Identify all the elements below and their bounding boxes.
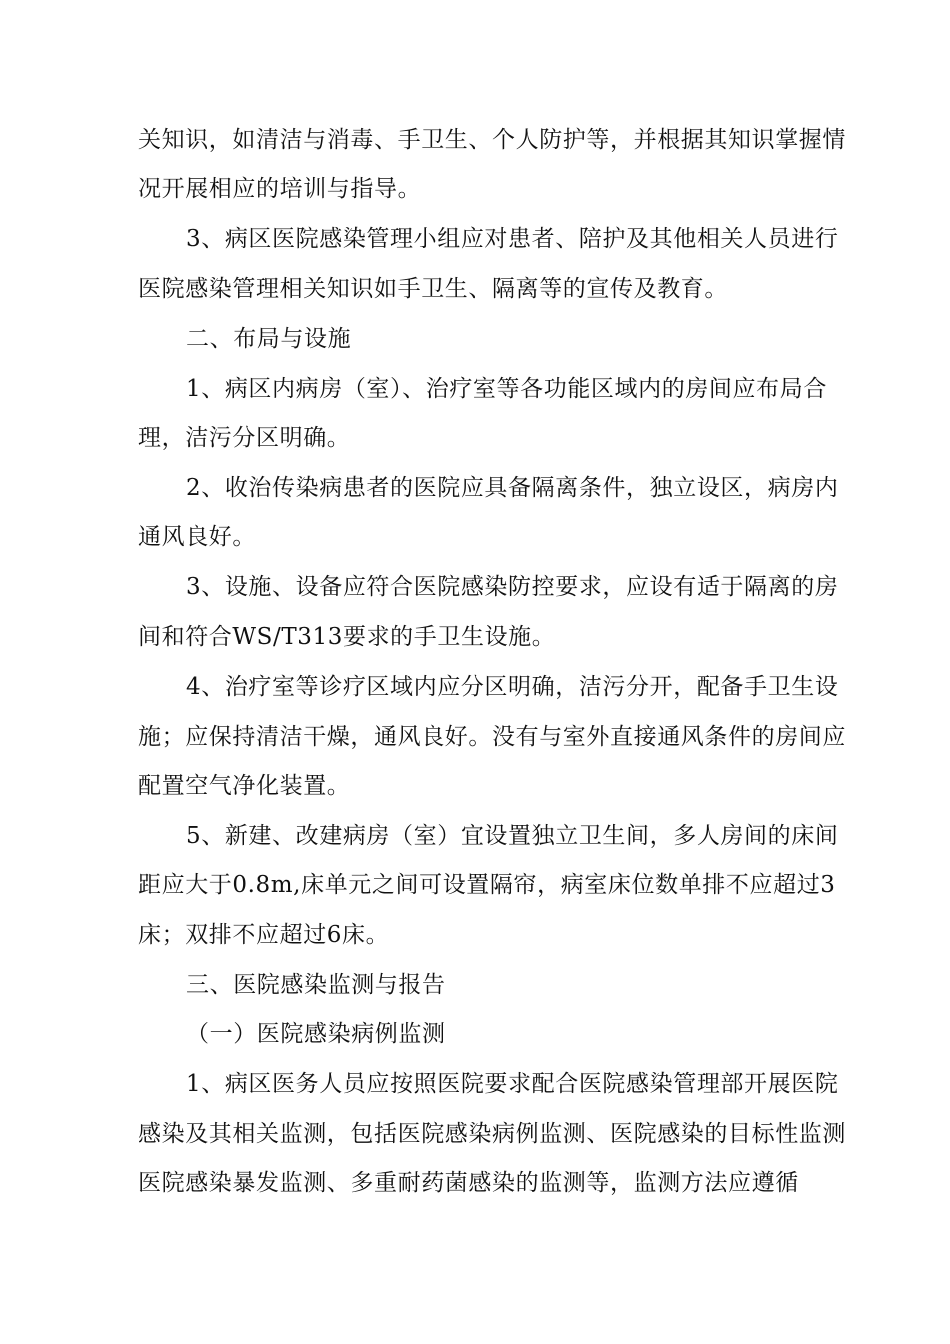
section-heading: 二、布局与设施 [186, 326, 352, 352]
paragraph-start-line: 4、治疗室等诊疗区域内应分区明确，洁污分开，配备手卫生设 [186, 674, 839, 700]
text-line: 配置空气净化装置。 [138, 773, 351, 799]
text-line: 医院感染管理相关知识如手卫生、隔离等的宣传及教育。 [138, 276, 728, 302]
paragraph-start-line: 2、收治传染病患者的医院应具备隔离条件，独立设区，病房内 [186, 475, 839, 501]
paragraph-start-line: 1、病区医务人员应按照医院要求配合医院感染管理部开展医院 [186, 1071, 839, 1097]
text-line: 理，洁污分区明确。 [138, 425, 351, 451]
text-line: 间和符合WS/T313要求的手卫生设施。 [138, 624, 556, 650]
text-line: 床；双排不应超过6床。 [138, 922, 390, 948]
text-line: 施；应保持清洁干燥，通风良好。没有与室外直接通风条件的房间应 [138, 724, 846, 750]
subsection-heading: （一）医院感染病例监测 [186, 1021, 446, 1047]
paragraph-start-line: 1、病区内病房（室）、治疗室等各功能区域内的房间应布局合 [186, 376, 827, 402]
paragraph-start-line: 5、新建、改建病房（室）宜设置独立卫生间，多人房间的床间 [186, 823, 839, 849]
text-line: 况开展相应的培训与指导。 [138, 176, 422, 202]
text-line: 感染及其相关监测，包括医院感染病例监测、医院感染的目标性监测 [138, 1121, 846, 1147]
text-line: 医院感染暴发监测、多重耐药菌感染的监测等，监测方法应遵循 [138, 1170, 799, 1196]
section-heading: 三、医院感染监测与报告 [186, 972, 446, 998]
paragraph-start-line: 3、设施、设备应符合医院感染防控要求，应设有适于隔离的房 [186, 574, 839, 600]
text-line: 通风良好。 [138, 524, 256, 550]
paragraph-start-line: 3、病区医院感染管理小组应对患者、陪护及其他相关人员进行 [186, 226, 839, 252]
text-line: 距应大于0.8m,床单元之间可设置隔帘，病室床位数单排不应超过3 [138, 872, 836, 898]
text-line: 关知识，如清洁与消毒、手卫生、个人防护等，并根据其知识掌握情 [138, 127, 846, 153]
